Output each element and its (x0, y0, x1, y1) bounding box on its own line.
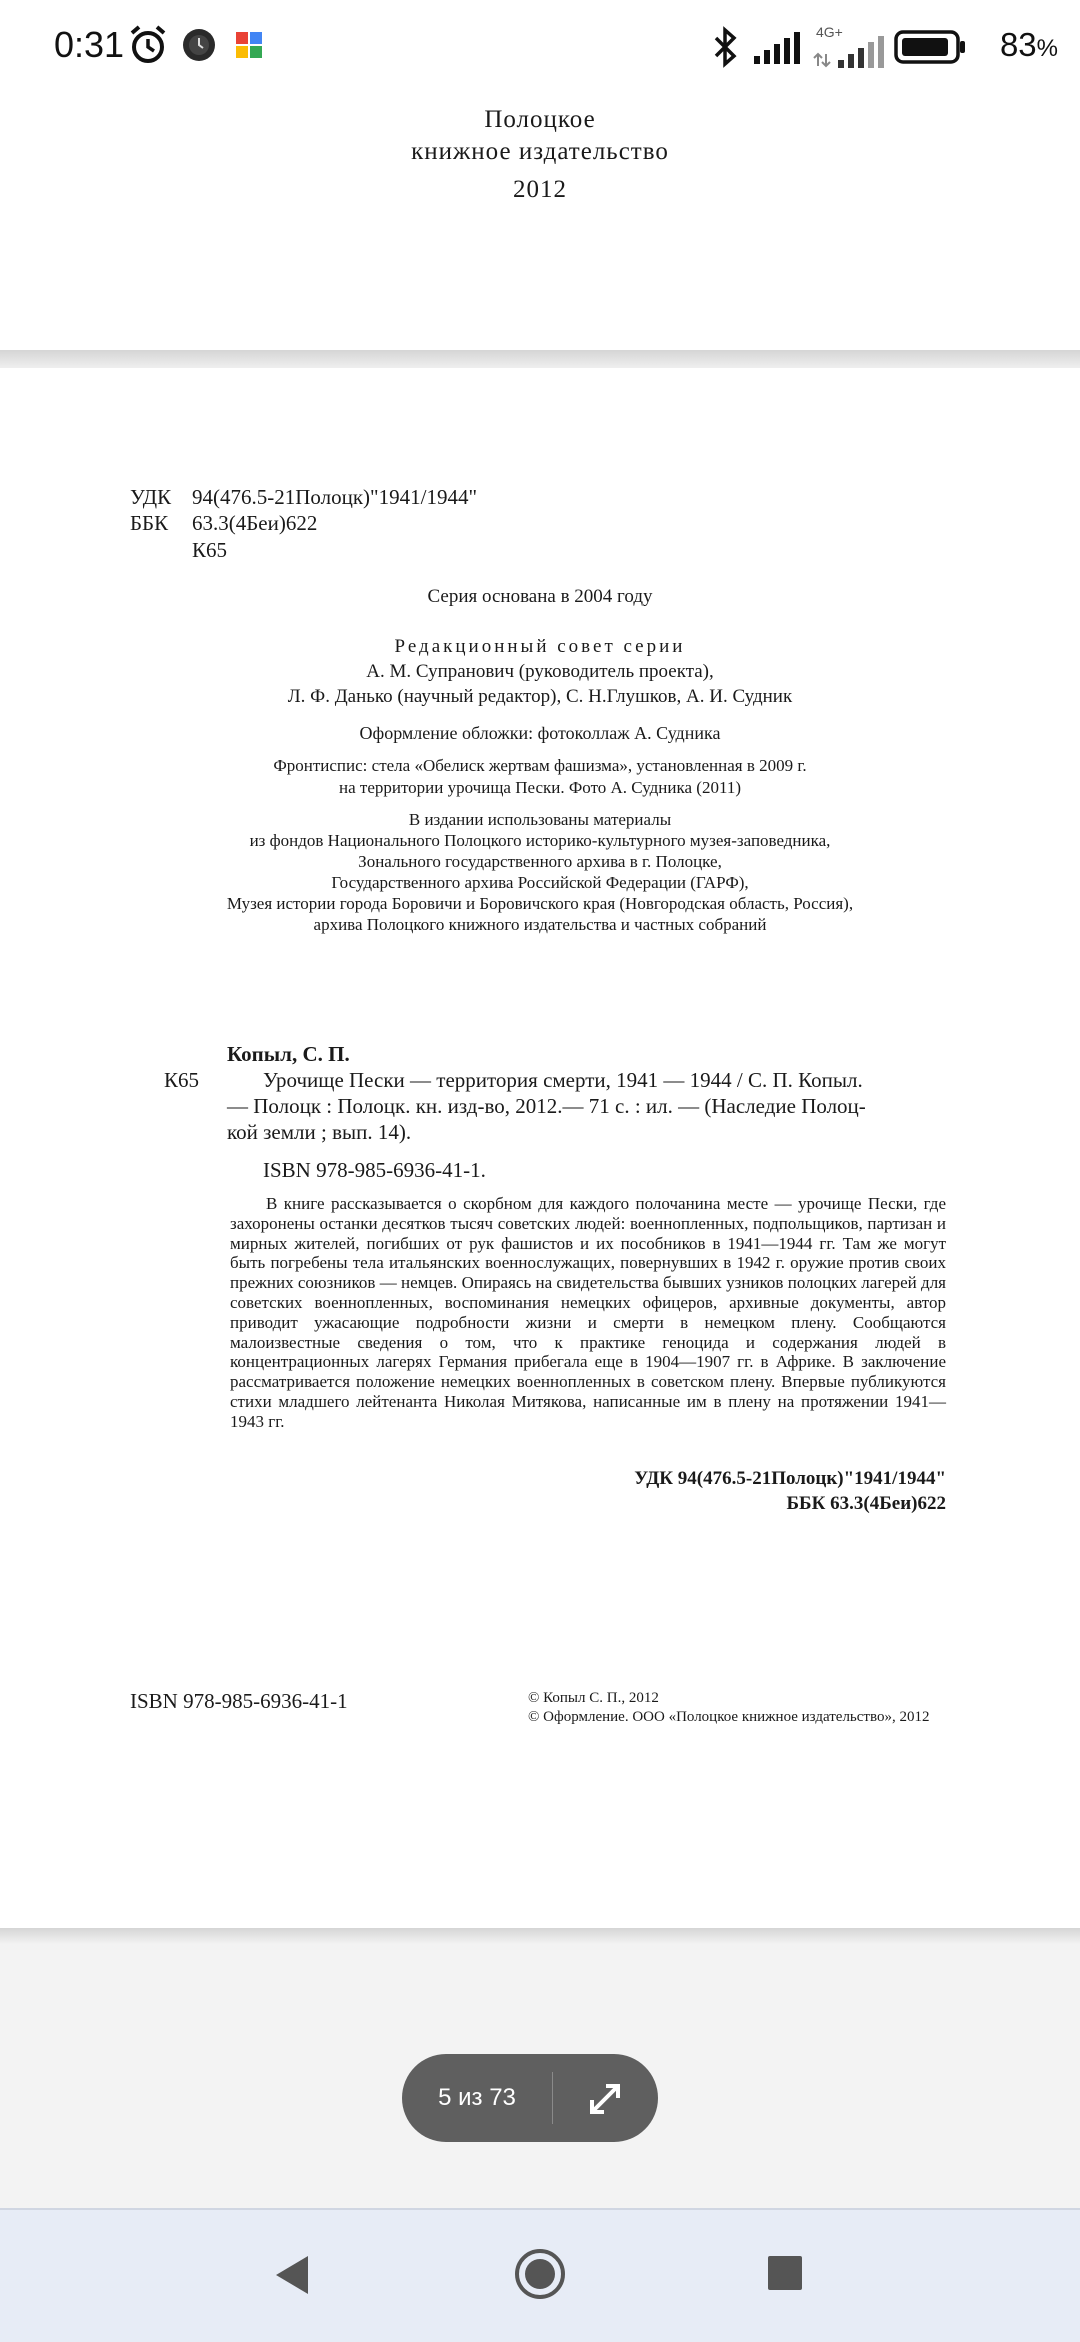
page-separator (0, 350, 1080, 368)
materials-line: Государственного архива Российской Федерации (ГАРФ), (331, 873, 749, 892)
pager-divider (552, 2072, 553, 2124)
materials-line: архива Полоцкого книжного издательства и частных собраний (313, 915, 767, 934)
materials-line: Зонального государственного архива в г. Полоцке, (358, 852, 722, 871)
abstract-text: В книге рассказывается о скорбном для каждого полочанина месте — урочище Пески, где захоронены останки десятков тысяч советских людей: военнопленных, подпольщиков, партизан и мирных жителей, погибших от рук фашистов и их пособников в 1941—1944 гг. Там же могут быть погребены тела итальянских военнослужащих, повернувших в 1942 г. оружие против своих прежних союзников — немцев. Опираясь на свидетельства бывших узников полоцких лагерей для советских военнопленных, воспоминания немецких офицеров, архивные документы, автор приводит ужасающие подробности жизни и смерти в немецком плену. Сообщаются малоизвестные сведения о том, что к практике геноцида и содержания людей в концентрационных лагерях Германия прибегала еще в 1904—1907 гг. в Африке. В заключение рассматривается положение немецких военнопленных в советском плену. Впервые публикуются стихи младшего лейтенанта Николая Митякова, написанные им в плену на протяжении 1941—1943 гг. (230, 1194, 946, 1431)
footer-isbn: ISBN 978-985-6936-41-1 (130, 1689, 348, 1713)
udk-label: УДК (130, 485, 172, 509)
materials-line: Музея истории города Боровичи и Боровичского края (Новгородская область, Россия), (226, 894, 854, 913)
council-line1: А. М. Супранович (руководитель проекта), (366, 661, 714, 682)
document-page-previous[interactable] (0, 96, 1080, 351)
publisher-name-line1: Полоцкое (484, 106, 596, 133)
publisher-name-line2: книжное издательство (411, 138, 669, 165)
page-indicator[interactable] (402, 2054, 658, 2142)
navigation-bar (0, 2208, 1080, 2342)
publication-year: 2012 (513, 176, 567, 203)
bottom-bbk: ББК 63.3(4Беи)622 (786, 1493, 946, 1514)
battery-percent: 83% (999, 26, 1058, 63)
back-icon[interactable] (270, 2252, 316, 2298)
frontispiece-line1: Фронтиспис: стела «Обелиск жертвам фашизма», установленная в 2009 г. (273, 756, 807, 775)
materials-line: из фондов Национального Полоцкого историко-культурного музея-заповедника, (249, 831, 831, 850)
bottom-udk: УДК 94(476.5-21Полоцк)"1941/1944" (634, 1468, 946, 1489)
author-mark: К65 (192, 538, 228, 562)
cover-credit: Оформление обложки: фотоколлаж А. Судника (359, 723, 721, 743)
status-bar (0, 0, 1080, 96)
bbk-value: 63.3(4Беи)622 (192, 511, 318, 535)
network-type-label: 4G+ (816, 24, 843, 40)
entry-isbn: ISBN 978-985-6936-41-1. (263, 1158, 486, 1182)
expand-icon (562, 2054, 648, 2142)
entry-author: Копыл, С. П. (227, 1042, 350, 1066)
fullscreen-button[interactable] (562, 2054, 648, 2142)
signal-4g-icon (812, 24, 888, 68)
bluetooth-icon (712, 26, 740, 68)
status-time: 0:31 (54, 24, 125, 65)
footer-copyright2: © Оформление. ООО «Полоцкое книжное издательство», 2012 (528, 1709, 930, 1725)
entry-title-line3: кой земли ; вып. 14). (227, 1120, 412, 1144)
puzzle-app-icon (234, 30, 264, 60)
bbk-label: ББК (130, 511, 169, 535)
council-title: Редакционный совет серии (394, 636, 686, 657)
abstract (230, 1194, 946, 1432)
document-page-current[interactable] (0, 368, 1080, 1928)
entry-mark: К65 (164, 1068, 200, 1092)
signal-icon (752, 30, 802, 64)
council-line2: Л. Ф. Данько (научный редактор), С. Н.Глушков, А. И. Судник (287, 686, 793, 707)
alarm-icon (128, 24, 168, 66)
footer-copyright1: © Копыл С. П., 2012 (528, 1690, 659, 1706)
series-founded: Серия основана в 2004 году (427, 586, 653, 607)
frontispiece-line2: на территории урочища Пески. Фото А. Судника (2011) (339, 778, 741, 797)
page-counter: 5 из 73 (438, 2084, 516, 2111)
entry-title-line1: Урочище Пески — территория смерти, 1941 — 1944 / С. П. Копыл. (263, 1068, 863, 1092)
entry-title-line2: — Полоцк : Полоцк. кн. изд-во, 2012.— 71 с. : ил. — (Наследие Полоц- (227, 1094, 866, 1118)
udk-value: 94(476.5-21Полоцк)"1941/1944" (192, 485, 478, 509)
recents-icon[interactable] (766, 2254, 804, 2292)
materials-line: В издании использованы материалы (408, 810, 672, 829)
home-icon[interactable] (514, 2248, 566, 2300)
clock-app-icon (182, 28, 216, 62)
battery-icon (894, 30, 966, 64)
